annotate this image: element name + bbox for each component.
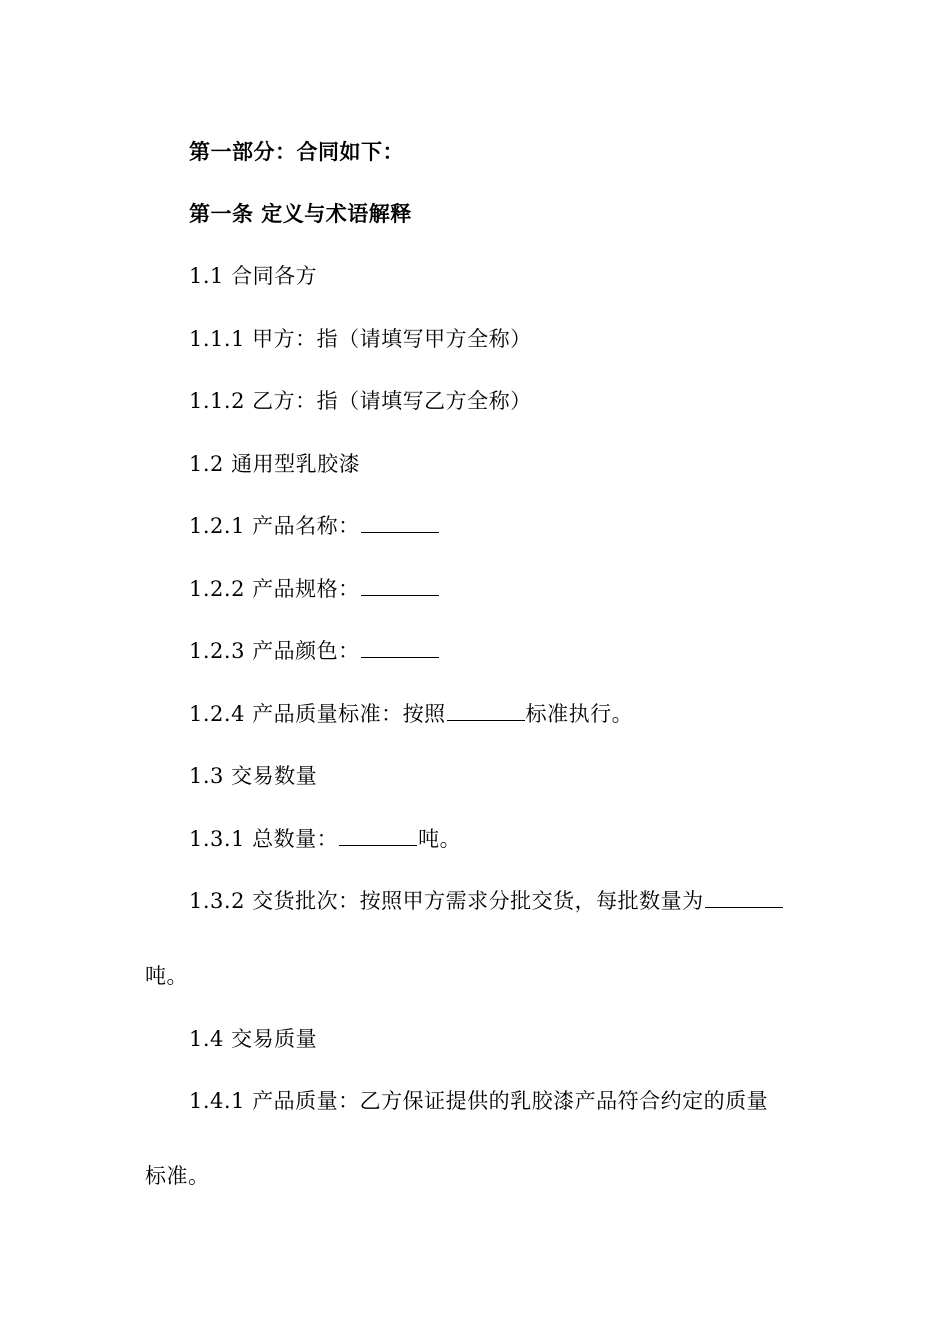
- section-1-4-1: 1.4.1 产品质量：乙方保证提供的乳胶漆产品符合约定的质量: [189, 1089, 769, 1113]
- section-1-1-2: 1.1.2 乙方：指（请填写乙方全称）: [189, 389, 532, 413]
- fill-blank: [705, 887, 783, 908]
- section-1-2-1: [189, 512, 440, 540]
- article-title: 第一条 定义与术语解释: [189, 202, 412, 226]
- section-1-1-1: 1.1.1 甲方：指（请填写甲方全称）: [189, 327, 532, 351]
- section-1-2-4-prefix: 1.2.4 产品质量标准：按照: [189, 702, 446, 726]
- fill-blank: [361, 575, 439, 596]
- fill-blank: [339, 825, 417, 846]
- section-1-4-1-continuation: 标准。: [145, 1164, 210, 1188]
- fill-blank: [361, 637, 439, 658]
- section-1-4: 1.4 交易质量: [189, 1027, 318, 1051]
- section-1-3: 1.3 交易数量: [189, 764, 318, 788]
- section-1-3-2: [189, 887, 784, 915]
- fill-blank: [447, 700, 525, 721]
- fill-blank: [361, 512, 439, 533]
- section-1-1: 1.1 合同各方: [189, 264, 318, 288]
- section-1-3-1-suffix: 吨。: [418, 827, 462, 851]
- section-1-2-1-label: 1.2.1 产品名称：: [189, 514, 360, 538]
- section-1-3-1-prefix: 1.3.1 总数量：: [189, 827, 339, 851]
- section-1-2-2-label: 1.2.2 产品规格：: [189, 577, 360, 601]
- section-1-2-4-suffix: 标准执行。: [525, 702, 634, 726]
- section-1-3-1: [189, 825, 461, 853]
- section-1-2-3-label: 1.2.3 产品颜色：: [189, 639, 360, 663]
- section-1-2: 1.2 通用型乳胶漆: [189, 452, 361, 476]
- section-1-2-3: [189, 637, 440, 665]
- section-1-2-2: [189, 575, 440, 603]
- section-1-2-4: [189, 700, 633, 728]
- part-title: 第一部分：合同如下：: [189, 140, 404, 164]
- section-1-3-2-continuation: 吨。: [145, 964, 188, 988]
- section-1-3-2-prefix: 1.3.2 交货批次：按照甲方需求分批交货，每批数量为: [189, 889, 704, 913]
